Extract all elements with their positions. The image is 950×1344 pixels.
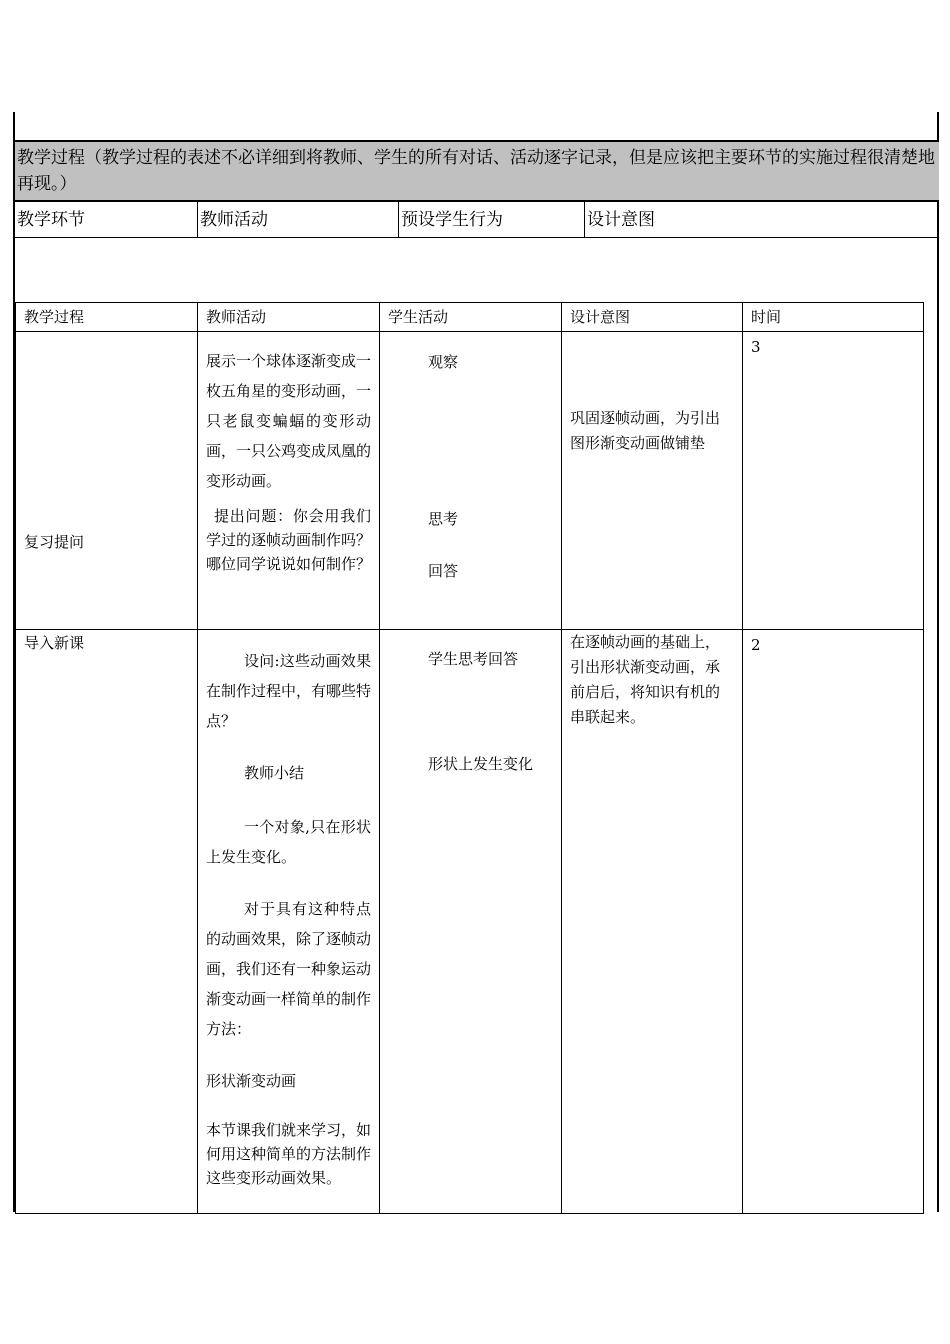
time-cell [743,630,924,1214]
stage-cell [16,332,198,630]
stage-label: 复习提问 [24,533,85,551]
student-item: 学生思考回答 [428,650,519,668]
header-design-intent: 设计意图 [587,210,655,230]
design-intent-text: 在逐帧动画的基础上，引出形状渐变动画，承前启后，将知识有机的串联起来。 [570,633,721,726]
teacher-paragraph: 教师小结 [244,764,305,782]
design-intent-text: 巩固逐帧动画，为引出图形渐变动画做铺垫 [570,409,721,452]
design-intent-cell [562,630,743,1214]
table-header-row [16,303,924,332]
header-stage: 教学环节 [17,210,85,230]
student-item: 思考 [428,510,459,528]
table-header-cell: 设计意图 [562,303,743,332]
teacher-paragraph: 展示一个球体逐渐变成一枚五角星的变形动画，一只老鼠变蝙蝠的变形动画，一只公鸡变成凤凰的变形动画。 [206,352,372,490]
teacher-activity-cell [198,332,380,630]
teacher-paragraph: 本节课我们就来学习，如何用这种简单的方法制作这些变形动画效果。 [206,1121,372,1187]
teaching-process-banner: 教学过程（教学过程的表述不必详细到将教师、学生的所有对话、活动逐字记录，但是应该把主要环节的实施过程很清楚地再现。） [15,140,939,202]
time-cell [743,332,924,630]
student-activity-cell [380,332,562,630]
time-value: 2 [751,636,761,654]
lesson-table [15,302,924,1214]
stage-cell [16,630,198,1214]
outer-header-row [15,202,939,238]
table-header-cell: 时间 [743,303,924,332]
table-row [16,630,924,1214]
time-value: 3 [751,338,761,356]
design-intent-cell [562,332,743,630]
teacher-paragraph: 设问:这些动画效果在制作过程中，有哪些特点？ [206,652,372,730]
header-teacher: 教师活动 [200,210,268,230]
student-item: 形状上发生变化 [428,755,534,773]
teacher-activity-cell [198,630,380,1214]
teacher-paragraph: 对于具有这种特点的动画效果，除了逐帧动画，我们还有一种象运动渐变动画一样简单的制作方法： [206,900,372,1038]
student-activity-cell [380,630,562,1214]
student-item: 观察 [428,353,459,371]
table-header-cell: 教学过程 [16,303,198,332]
teacher-paragraph: 一个对象,只在形状上发生变化。 [206,818,371,866]
teacher-paragraph: 提出问题：你会用我们学过的逐帧动画制作吗？哪位同学说说如何制作？ [206,507,372,573]
table-row [16,332,924,630]
header-student-behavior: 预设学生行为 [401,210,503,230]
teacher-paragraph: 形状渐变动画 [206,1072,297,1090]
table-header-cell: 教师活动 [198,303,380,332]
student-item: 回答 [428,562,459,580]
table-header-cell: 学生活动 [380,303,562,332]
stage-label: 导入新课 [24,634,85,652]
